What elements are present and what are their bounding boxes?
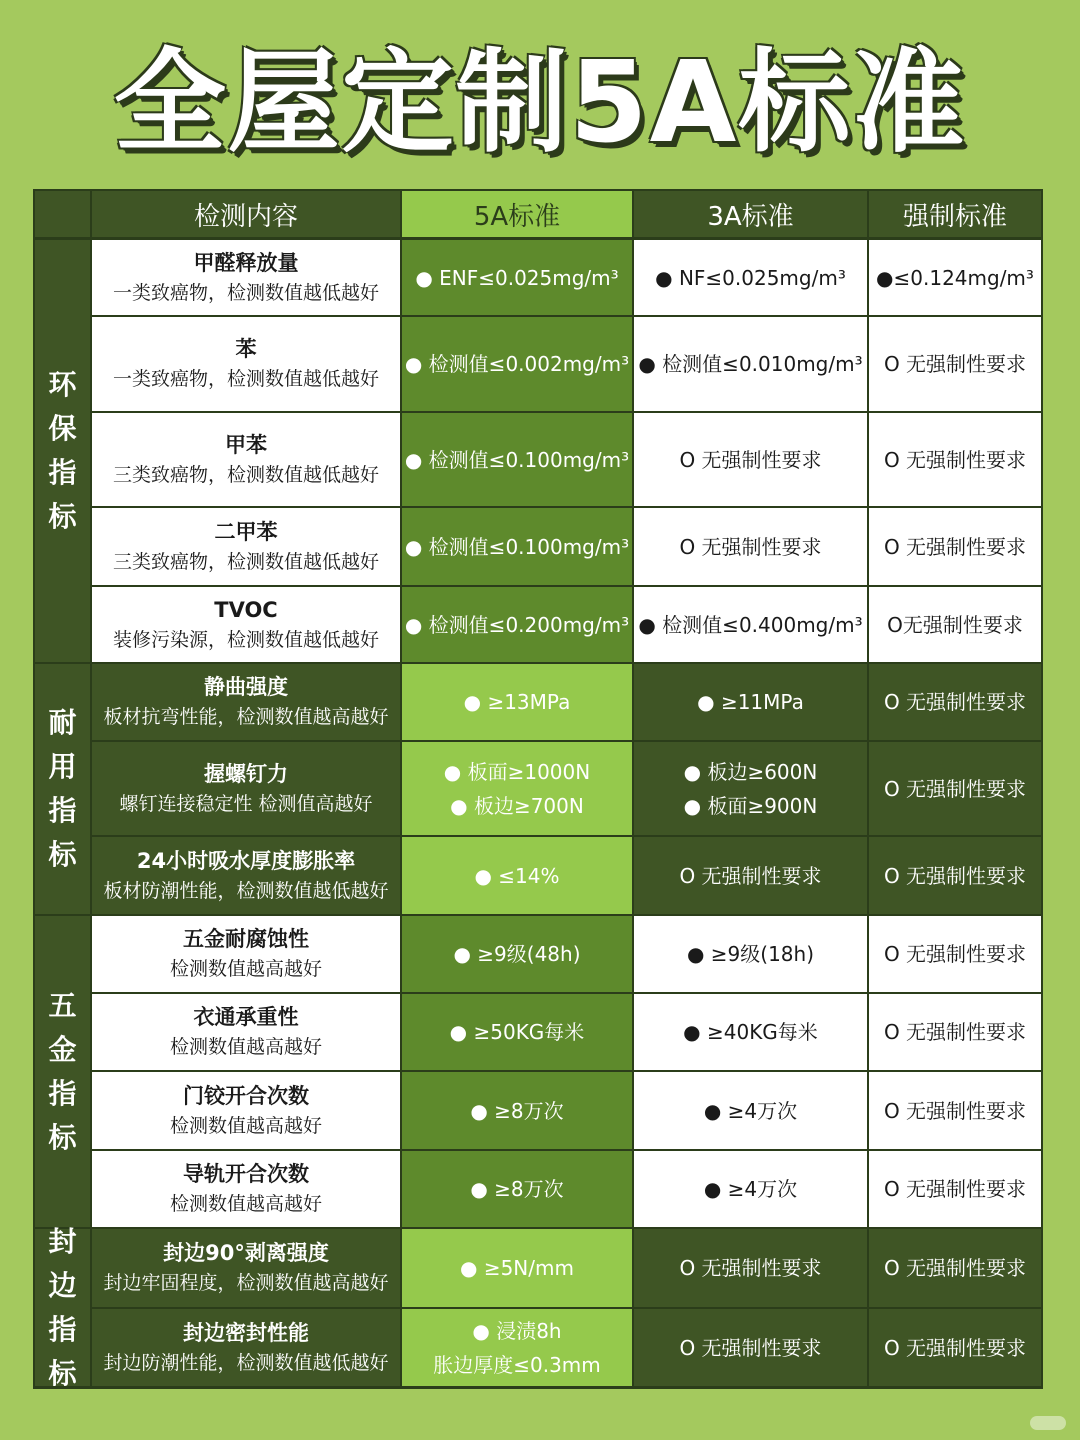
- item-description: 一类致癌物，检测数值越低越好: [112, 281, 379, 304]
- standard-3a-value: O 无强制性要求: [679, 1335, 822, 1360]
- mandatory-value-cell: [869, 742, 1041, 835]
- category-label: [35, 916, 90, 1227]
- category-char: 标: [48, 1356, 77, 1390]
- item-description: 封边牢固程度，检测数值越高越好: [103, 1272, 389, 1294]
- category-char: 金: [48, 1032, 77, 1066]
- page-title: 全屋定制5A标准: [113, 38, 967, 168]
- standard-5a-value-cell: [402, 664, 632, 740]
- mandatory-value-cell: [869, 1309, 1041, 1386]
- mandatory-value: O 无强制性要求: [883, 1020, 1027, 1044]
- item-description: 板材防潮性能，检测数值越低越好: [103, 879, 389, 902]
- mandatory-value-cell: [869, 240, 1041, 315]
- item-description: 三类致癌物，检测数值越低越好: [112, 463, 379, 486]
- category-char: 环: [48, 368, 77, 401]
- item-description: 封边防潮性能，检测数值越低越好: [103, 1351, 389, 1374]
- watermark-icon: [1030, 1416, 1066, 1430]
- standard-3a-value: ● 检测值≤0.400mg/m³: [638, 612, 863, 637]
- item-name: 苯: [235, 337, 257, 361]
- standard-5a-value-cell: [402, 587, 632, 662]
- category-char: 边: [48, 1268, 77, 1302]
- standard-5a-value-cell: [402, 1309, 632, 1386]
- item-name: 封边密封性能: [183, 1320, 309, 1345]
- table-row-content: [92, 413, 400, 506]
- standard-5a-value: ● ENF≤0.025mg/m³: [415, 265, 619, 290]
- item-name: 二甲苯: [214, 519, 278, 544]
- item-name: 握螺钉力: [204, 761, 288, 786]
- item-description: 检测数值越高越好: [169, 1193, 322, 1215]
- mandatory-value: O 无强制性要求: [883, 1256, 1027, 1280]
- standard-3a-value-cell: [634, 1151, 867, 1227]
- mandatory-value: O 无强制性要求: [883, 352, 1027, 376]
- standard-3a-value-cell: [634, 1229, 867, 1307]
- standard-5a-value-cell: [402, 916, 632, 992]
- standard-5a-value: ● ≤14%: [474, 863, 560, 888]
- standard-3a-value: ● 板边≥600N: [683, 759, 818, 784]
- mandatory-value: O 无强制性要求: [883, 776, 1027, 801]
- table-row-content: [92, 587, 400, 662]
- standard-3a-value: ● ≥11MPa: [697, 690, 804, 714]
- mandatory-value: O 无强制性要求: [883, 690, 1027, 714]
- standard-3a-value: ● 检测值≤0.010mg/m³: [638, 352, 863, 376]
- header-5a: 5A标准: [402, 191, 632, 237]
- mandatory-value: O 无强制性要求: [883, 534, 1027, 559]
- mandatory-value: O 无强制性要求: [883, 863, 1027, 888]
- mandatory-value: ●≤0.124mg/m³: [876, 265, 1034, 290]
- mandatory-value-cell: [869, 1151, 1041, 1227]
- standard-5a-value: ● ≥8万次: [470, 1177, 564, 1201]
- header-3a: 3A标准: [634, 191, 867, 237]
- item-name: 导轨开合次数: [183, 1162, 309, 1186]
- item-name: TVOC: [214, 597, 278, 622]
- item-name: 24小时吸水厚度膨胀率: [136, 848, 356, 873]
- standard-3a-value-cell: [634, 742, 867, 835]
- item-name: 衣通承重性: [193, 1005, 299, 1029]
- category-char: 指: [48, 456, 77, 489]
- mandatory-value-cell: [869, 317, 1041, 411]
- category-char: 指: [48, 1076, 77, 1110]
- standard-5a-value: 胀边厚度≤0.3mm: [433, 1352, 601, 1377]
- standard-5a-value: ● 检测值≤0.200mg/m³: [404, 612, 630, 637]
- standard-3a-value-cell: [634, 664, 867, 740]
- standard-3a-value: O 无强制性要求: [679, 447, 822, 472]
- standard-5a-value-cell: [402, 1229, 632, 1307]
- standard-3a-value: ● ≥4万次: [703, 1177, 798, 1201]
- standard-5a-value-cell: [402, 240, 632, 315]
- mandatory-value-cell: [869, 413, 1041, 506]
- mandatory-value: O 无强制性要求: [883, 447, 1027, 472]
- standard-5a-value-cell: [402, 317, 632, 411]
- standard-5a-value-cell: [402, 1072, 632, 1149]
- item-description: 一类致癌物，检测数值越低越好: [112, 368, 379, 390]
- header-corner: [35, 191, 90, 237]
- table-row-content: [92, 1309, 400, 1386]
- standard-5a-value-cell: [402, 994, 632, 1070]
- item-name: 封边90°剥离强度: [163, 1241, 329, 1265]
- table-row-content: [92, 1229, 400, 1307]
- standard-3a-value: ● ≥9级(18h): [686, 942, 815, 966]
- mandatory-value: O 无强制性要求: [883, 942, 1027, 966]
- standard-5a-value-cell: [402, 837, 632, 914]
- item-name: 甲醛释放量: [193, 250, 299, 275]
- category-char: 标: [48, 1120, 77, 1154]
- standard-3a-value: O 无强制性要求: [679, 1256, 822, 1280]
- standard-5a-value-cell: [402, 742, 632, 835]
- category-label: [35, 664, 90, 914]
- table-row-content: [92, 1072, 400, 1149]
- header-content: 检测内容: [92, 191, 400, 237]
- mandatory-value-cell: [869, 508, 1041, 585]
- mandatory-value-cell: [869, 587, 1041, 662]
- item-name: 五金耐腐蚀性: [183, 927, 309, 951]
- standard-3a-value-cell: [634, 317, 867, 411]
- category-char: 保: [48, 412, 77, 445]
- mandatory-value: O 无强制性要求: [883, 1335, 1027, 1360]
- standard-5a-value: ● 板边≥700N: [450, 793, 584, 818]
- mandatory-value: O 无强制性要求: [883, 1177, 1027, 1201]
- standard-5a-value: ● ≥5N/mm: [460, 1256, 574, 1280]
- standard-3a-value: O 无强制性要求: [679, 863, 822, 888]
- table-row-content: [92, 664, 400, 740]
- mandatory-value-cell: [869, 837, 1041, 914]
- table-row-content: [92, 240, 400, 315]
- standard-3a-value-cell: [634, 1309, 867, 1386]
- category-char: 指: [48, 794, 77, 827]
- item-name: 甲苯: [225, 432, 267, 457]
- standard-5a-value: ● 检测值≤0.100mg/m³: [404, 534, 630, 559]
- table-row-content: [92, 508, 400, 585]
- item-description: 检测数值越高越好: [169, 1114, 322, 1137]
- standard-3a-value-cell: [634, 994, 867, 1070]
- category-char: 标: [48, 500, 77, 533]
- standard-5a-value-cell: [402, 413, 632, 506]
- standard-3a-value: ● NF≤0.025mg/m³: [655, 265, 846, 290]
- standard-5a-value: ● 检测值≤0.100mg/m³: [404, 447, 630, 472]
- standard-3a-value: O 无强制性要求: [679, 534, 822, 559]
- standard-3a-value-cell: [634, 413, 867, 506]
- category-char: 标: [48, 838, 77, 871]
- item-description: 三类致癌物，检测数值越低越好: [112, 550, 379, 573]
- category-char: 耐: [48, 706, 77, 739]
- standard-5a-value: ● 检测值≤0.002mg/m³: [404, 352, 630, 376]
- standard-5a-value: ● ≥50KG每米: [449, 1020, 585, 1044]
- table-row-content: [92, 994, 400, 1070]
- standard-5a-value: ● ≥13MPa: [463, 690, 571, 714]
- standard-3a-value-cell: [634, 1072, 867, 1149]
- mandatory-value: O无强制性要求: [887, 612, 1023, 637]
- item-description: 板材抗弯性能，检测数值越高越好: [103, 706, 389, 728]
- standard-5a-value: ● 板面≥1000N: [443, 759, 591, 784]
- table-row-content: [92, 916, 400, 992]
- item-description: 检测数值越高越好: [169, 1036, 322, 1058]
- standard-3a-value: ● ≥40KG每米: [683, 1020, 818, 1044]
- table-row-content: [92, 742, 400, 835]
- mandatory-value-cell: [869, 1072, 1041, 1149]
- category-char: 封: [48, 1224, 77, 1258]
- category-label: [35, 1224, 90, 1390]
- header-mandatory: 强制标准: [869, 191, 1041, 237]
- item-description: 螺钉连接稳定性 检测值高越好: [119, 792, 373, 815]
- standard-5a-value-cell: [402, 508, 632, 585]
- category-char: 指: [48, 1312, 77, 1346]
- standards-table: [33, 189, 1043, 1389]
- standard-3a-value-cell: [634, 916, 867, 992]
- standard-5a-value: ● 浸渍8h: [472, 1318, 562, 1343]
- item-name: 门铰开合次数: [183, 1083, 309, 1108]
- standard-5a-value: ● ≥8万次: [470, 1098, 564, 1123]
- table-row-content: [92, 1151, 400, 1227]
- standard-3a-value: ● ≥4万次: [703, 1098, 798, 1123]
- category-char: 用: [48, 750, 77, 783]
- item-name: 静曲强度: [204, 675, 288, 699]
- mandatory-value-cell: [869, 1229, 1041, 1307]
- category-label: [35, 240, 90, 662]
- table-row-content: [92, 317, 400, 411]
- standard-3a-value-cell: [634, 587, 867, 662]
- standard-5a-value: ● ≥9级(48h): [453, 942, 581, 966]
- standard-3a-value-cell: [634, 837, 867, 914]
- mandatory-value-cell: [869, 664, 1041, 740]
- mandatory-value-cell: [869, 916, 1041, 992]
- item-description: 检测数值越高越好: [169, 958, 322, 980]
- standard-3a-value-cell: [634, 508, 867, 585]
- standard-3a-value: ● 板面≥900N: [683, 793, 818, 818]
- category-char: 五: [48, 988, 77, 1022]
- standard-3a-value-cell: [634, 240, 867, 315]
- table-row-content: [92, 837, 400, 914]
- standard-5a-value-cell: [402, 1151, 632, 1227]
- mandatory-value-cell: [869, 994, 1041, 1070]
- mandatory-value: O 无强制性要求: [883, 1098, 1027, 1123]
- item-description: 装修污染源，检测数值越低越好: [112, 628, 379, 651]
